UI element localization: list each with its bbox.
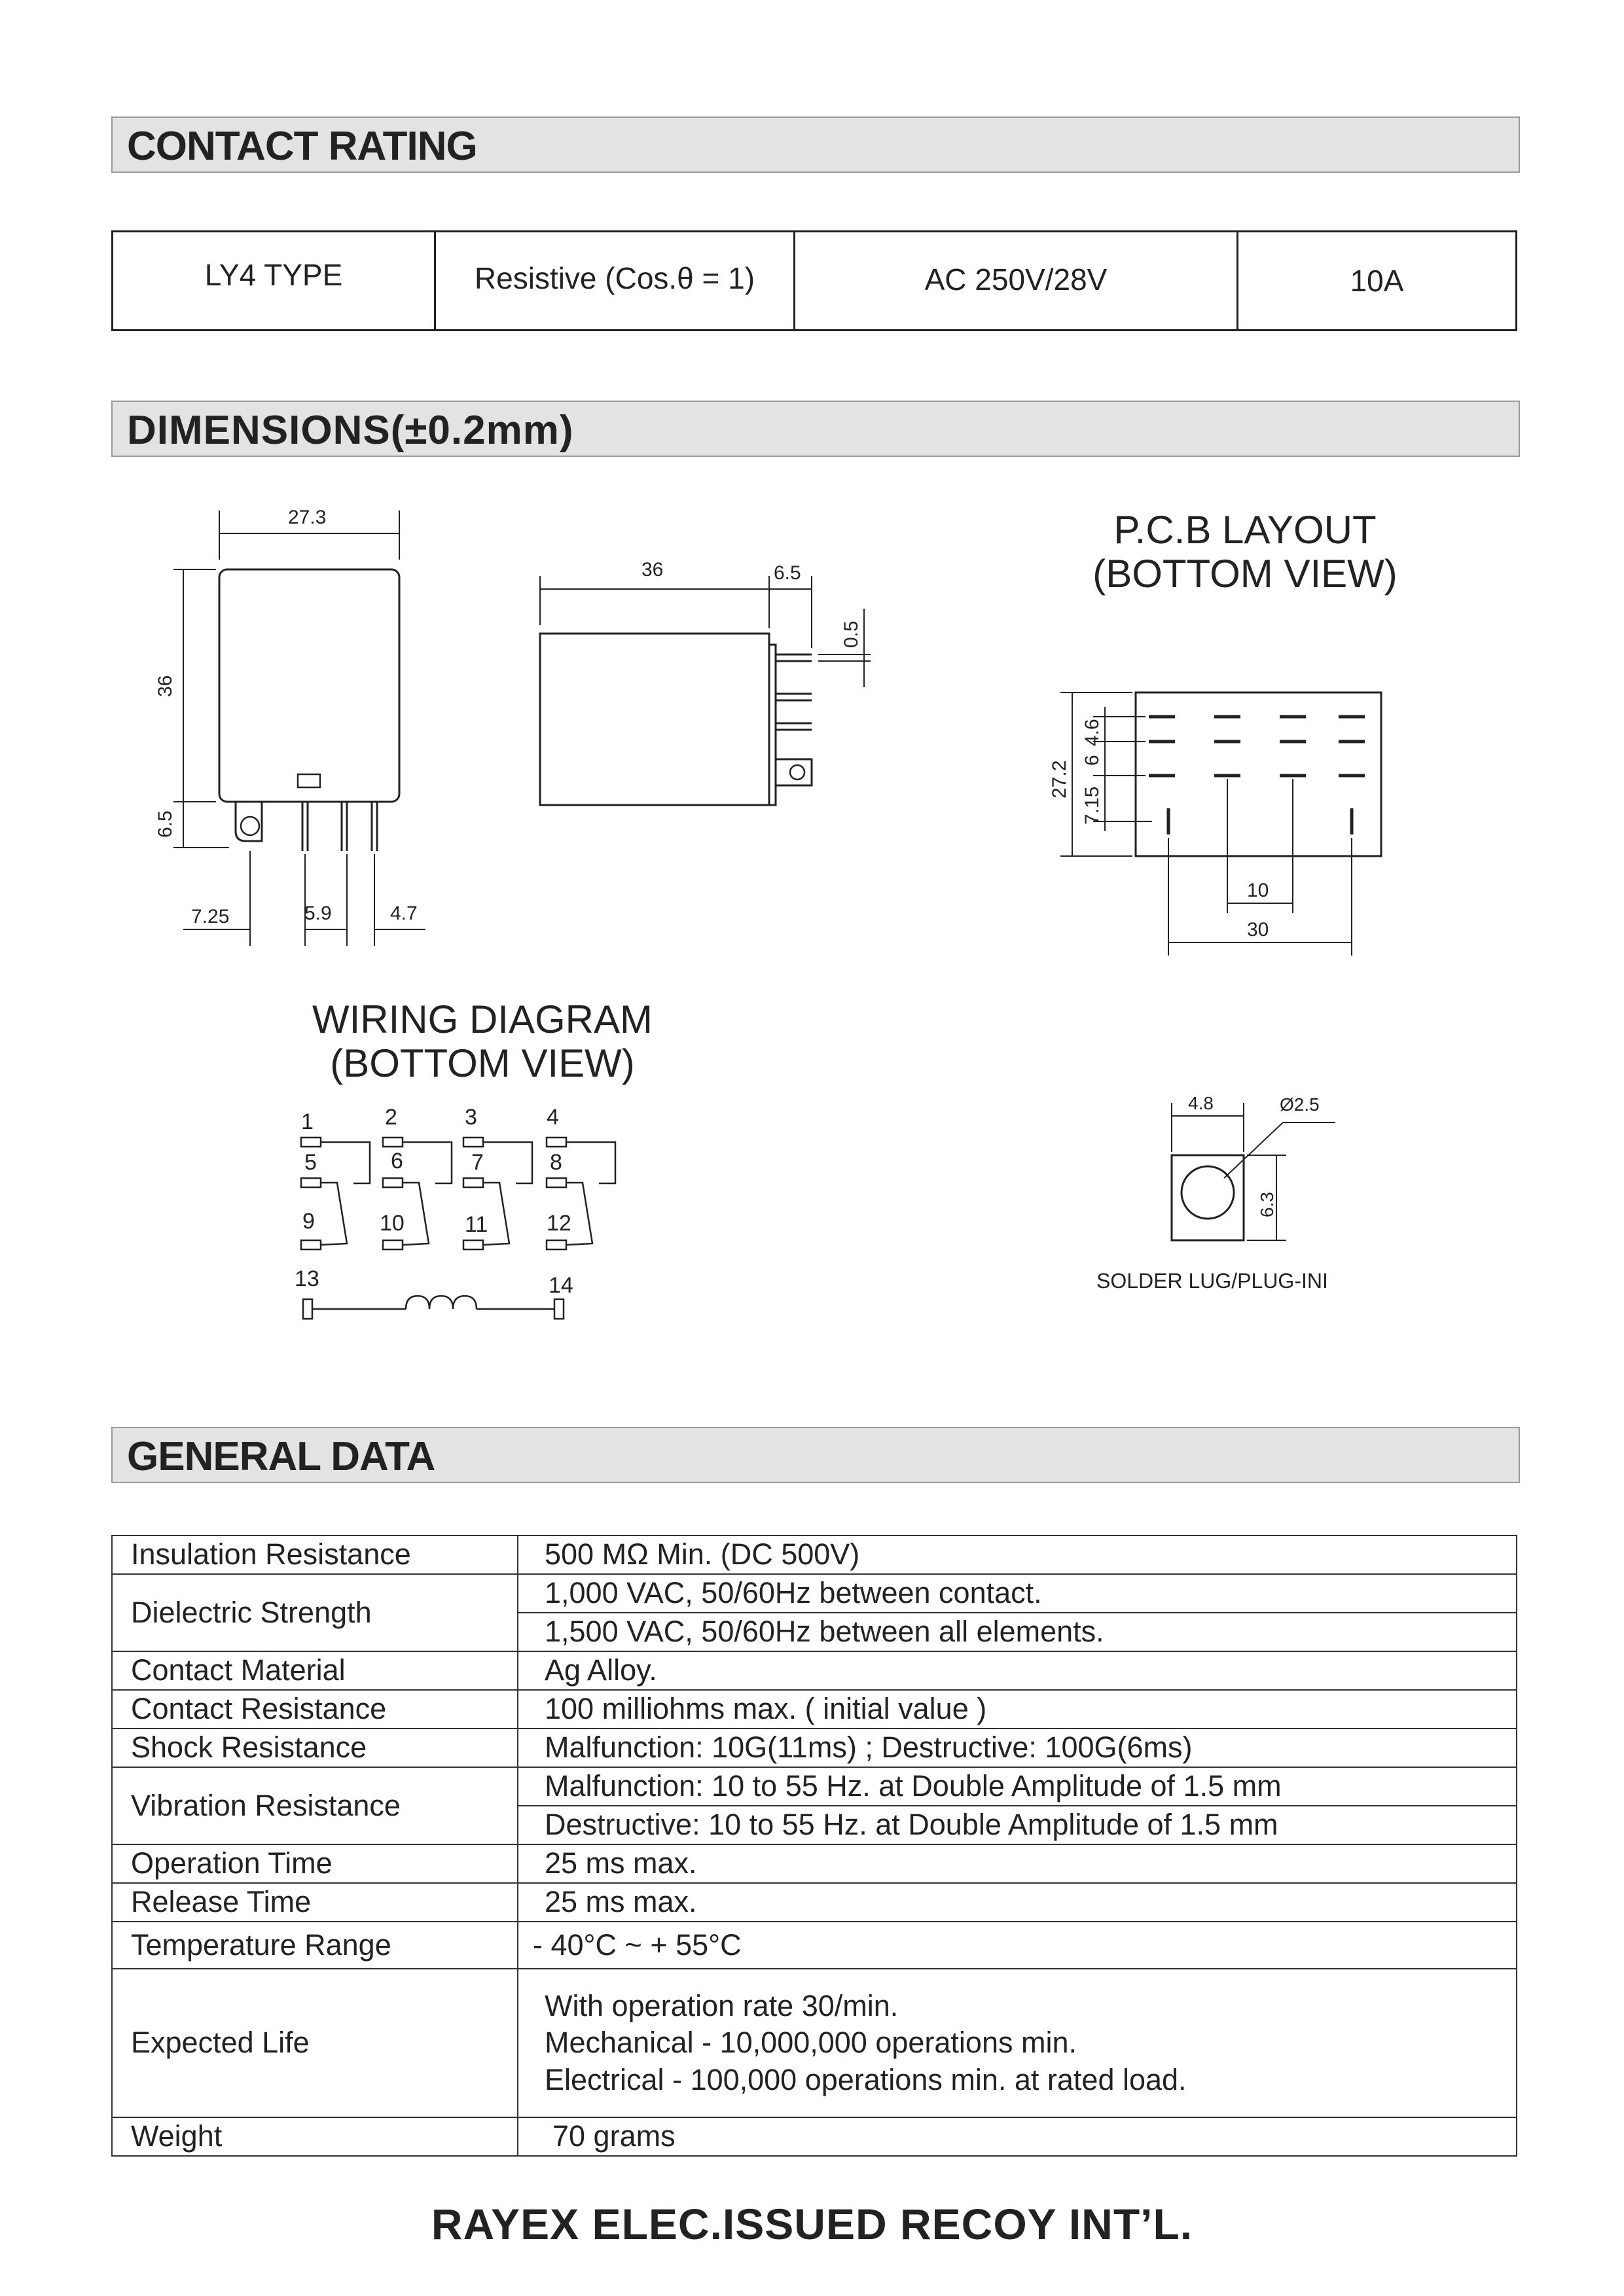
pin-13-label: 13	[295, 1266, 319, 1291]
pin-8-label: 8	[550, 1150, 562, 1175]
table-row	[112, 1729, 1517, 1767]
side-pin-length-label: 6.5	[774, 562, 801, 584]
row-value: 500 MΩ Min. (DC 500V)	[518, 1535, 1517, 1574]
front-dim-b-label: 5.9	[304, 903, 332, 924]
table-row	[112, 1767, 1517, 1806]
pcb-span-label: 30	[1247, 919, 1269, 941]
pcb-dim-a-label: 4.6	[1081, 719, 1103, 746]
row-value: Malfunction: 10G(11ms) ; Destructive: 100G(6ms)	[518, 1729, 1517, 1767]
front-dim-a-label: 7.25	[191, 906, 230, 927]
lug-height-label: 6.3	[1257, 1192, 1277, 1217]
row-value: 1,500 VAC, 50/60Hz between all elements.	[518, 1613, 1517, 1651]
row-label: Contact Resistance	[112, 1690, 518, 1729]
pcb-dim-c-label: 7.15	[1081, 786, 1103, 825]
table-row	[112, 1651, 1517, 1690]
contact-rating-title: CONTACT RATING	[127, 124, 477, 169]
row-value: 100 milliohms max. ( initial value )	[518, 1690, 1517, 1729]
footer-company: RAYEX ELEC.ISSUED RECOY INT’L.	[431, 2200, 1193, 2248]
row-value: 1,000 VAC, 50/60Hz between contact.	[518, 1574, 1517, 1613]
general-data-table	[111, 1535, 1517, 2157]
wiring-title-line1: WIRING DIAGRAM	[312, 997, 653, 1041]
pcb-title-line1: P.C.B LAYOUT	[1113, 508, 1377, 552]
rating-voltage: AC 250V/28V	[795, 232, 1238, 331]
row-label: Contact Material	[112, 1651, 518, 1690]
row-value: 70 grams	[518, 2117, 1517, 2156]
general-data-title: GENERAL DATA	[127, 1434, 435, 1479]
pin-2-label: 2	[385, 1105, 397, 1130]
table-row	[112, 1535, 1517, 1574]
lug-width-label: 4.8	[1188, 1093, 1214, 1113]
pin-10-label: 10	[380, 1211, 405, 1236]
row-label: Temperature Range	[112, 1922, 518, 1969]
pcb-pitch-label: 10	[1247, 880, 1269, 901]
table-row	[112, 1883, 1517, 1922]
row-value: - 40°C ~ + 55°C	[518, 1922, 1517, 1969]
table-row	[112, 1690, 1517, 1729]
row-label: Vibration Resistance	[112, 1767, 518, 1844]
row-value: Electrical - 100,000 operations min. at rated load.	[545, 2062, 1187, 2096]
pin-4-label: 4	[547, 1105, 559, 1130]
pin-3-label: 3	[465, 1105, 477, 1130]
lug-caption: SOLDER LUG/PLUG-INI	[1096, 1269, 1328, 1293]
pcb-dim-b-label: 6	[1081, 755, 1103, 766]
table-row	[112, 1844, 1517, 1883]
row-label: Operation Time	[112, 1844, 518, 1883]
side-view-drawing	[540, 576, 871, 805]
table-row	[112, 2117, 1517, 2156]
pin-6-label: 6	[391, 1149, 403, 1174]
pin-11-label: 11	[465, 1212, 488, 1237]
table-row	[112, 1922, 1517, 1969]
pin-9-label: 9	[302, 1209, 315, 1234]
row-value: 25 ms max.	[518, 1883, 1517, 1922]
row-label: Dielectric Strength	[112, 1574, 518, 1651]
lug-hole-label: Ø2.5	[1280, 1094, 1320, 1115]
pin-12-label: 12	[547, 1211, 571, 1236]
row-value: Destructive: 10 to 55 Hz. at Double Amplitude of 1.5 mm	[518, 1806, 1517, 1844]
rating-load: Resistive (Cos.θ = 1)	[435, 232, 795, 331]
row-value: Malfunction: 10 to 55 Hz. at Double Amplitude of 1.5 mm	[518, 1767, 1517, 1806]
row-value: Ag Alloy.	[518, 1651, 1517, 1690]
side-length-label: 36	[641, 559, 664, 581]
rating-type: LY4 TYPE	[113, 232, 435, 331]
dimensions-title: DIMENSIONS(±0.2mm)	[127, 408, 574, 453]
front-width-label: 27.3	[288, 507, 327, 528]
row-label: Release Time	[112, 1883, 518, 1922]
front-pin-length-label: 6.5	[154, 810, 176, 838]
pin-14-label: 14	[549, 1273, 573, 1298]
row-label: Insulation Resistance	[112, 1535, 518, 1574]
pcb-layout-drawing	[1060, 692, 1381, 956]
front-view-drawing	[173, 511, 425, 946]
general-data-header	[111, 1427, 1520, 1483]
row-label: Shock Resistance	[112, 1729, 518, 1767]
front-height-label: 36	[154, 675, 176, 697]
rating-current: 10A	[1238, 232, 1517, 331]
row-label: Weight	[112, 2117, 518, 2156]
table-row	[112, 1969, 1517, 2117]
solder-lug-drawing	[1172, 1103, 1335, 1240]
row-label: Expected Life	[112, 1969, 518, 2117]
row-value: With operation rate 30/min.	[545, 1989, 899, 2023]
pcb-height-label: 27.2	[1049, 760, 1070, 798]
row-value-multiline	[518, 1969, 1517, 2117]
wiring-title-line2: (BOTTOM VIEW)	[330, 1041, 635, 1085]
pcb-title-line2: (BOTTOM VIEW)	[1092, 552, 1398, 596]
front-dim-c-label: 4.7	[390, 903, 418, 924]
pin-1-label: 1	[301, 1109, 314, 1134]
row-value: Mechanical - 10,000,000 operations min.	[545, 2026, 1077, 2060]
table-row	[112, 1574, 1517, 1613]
row-value: 25 ms max.	[518, 1844, 1517, 1883]
pin-5-label: 5	[304, 1150, 317, 1175]
side-pin-thickness-label: 0.5	[840, 620, 862, 648]
pin-7-label: 7	[471, 1150, 484, 1175]
